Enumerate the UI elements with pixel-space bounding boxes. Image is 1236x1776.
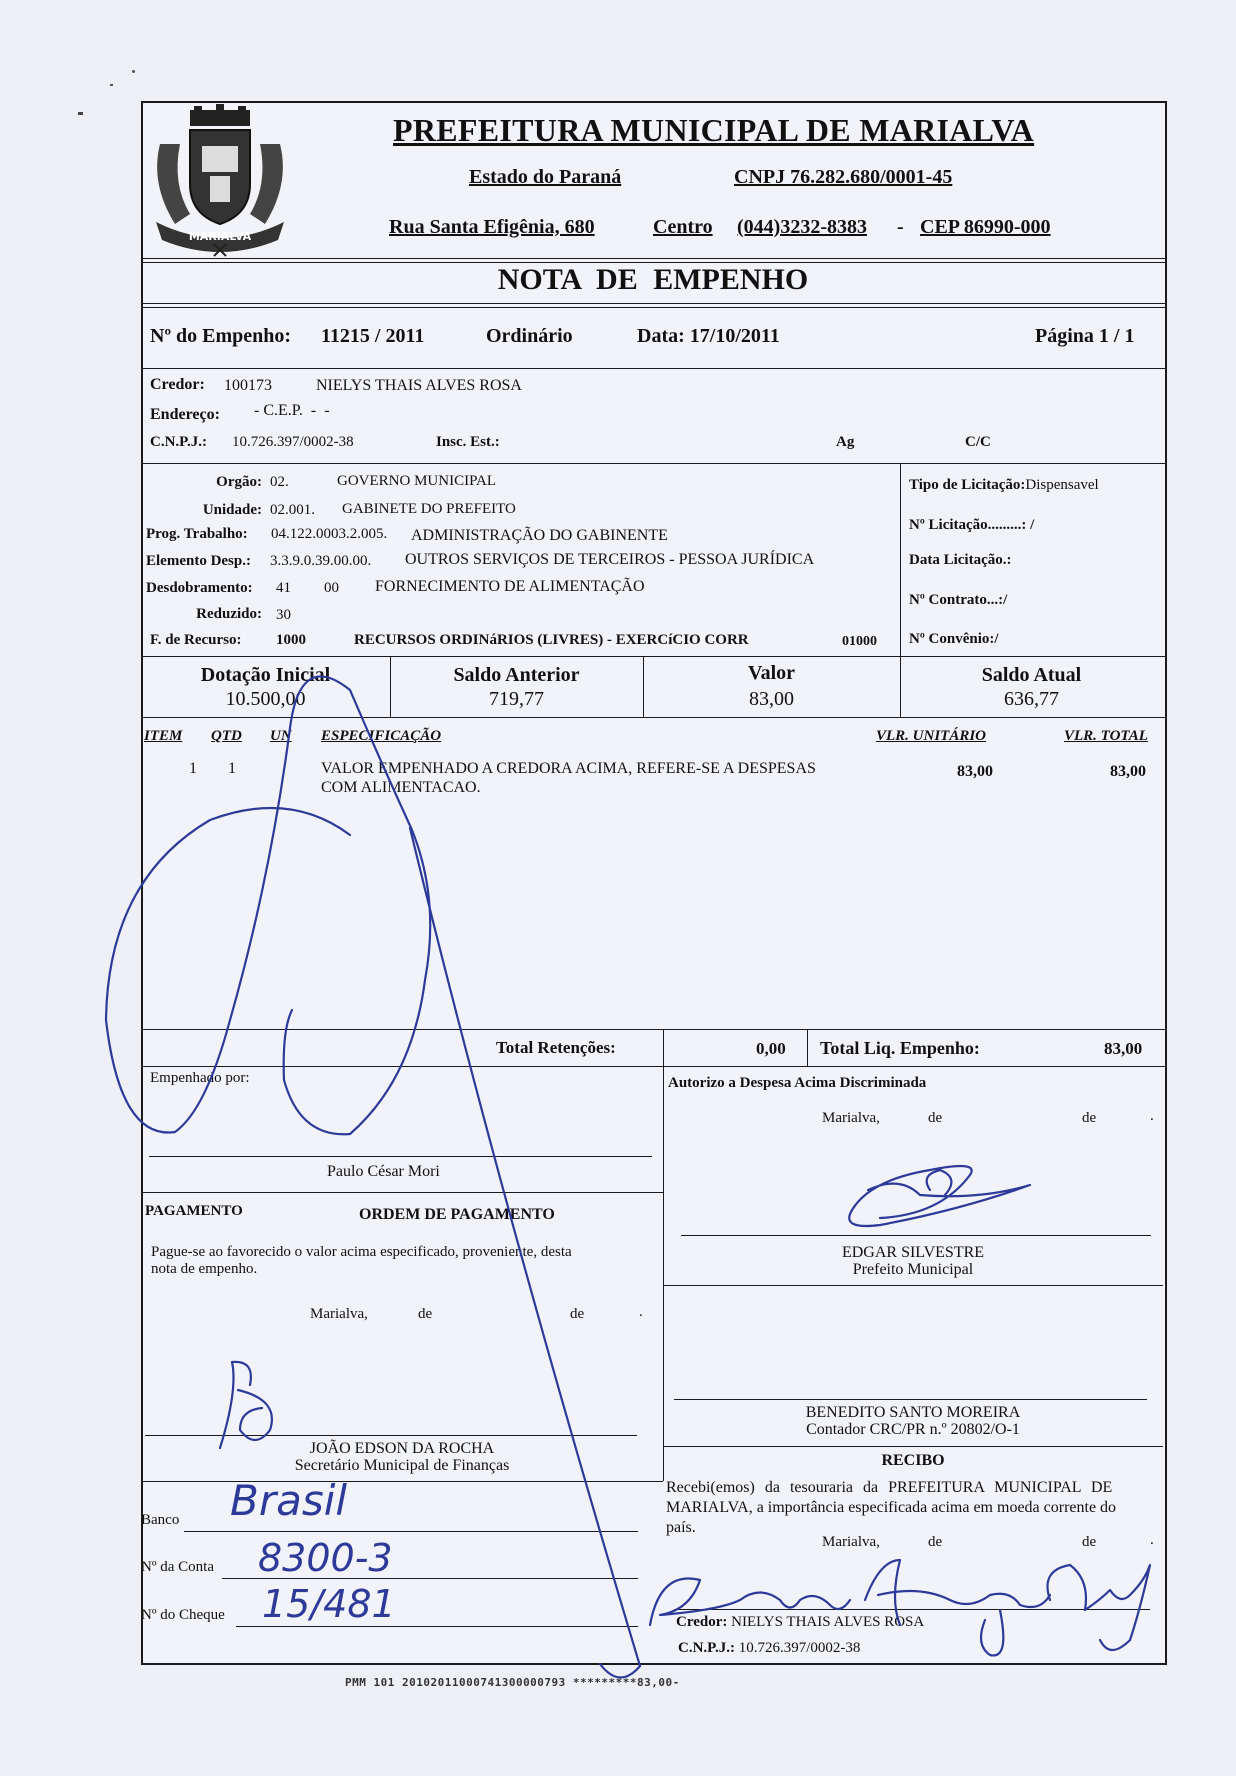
municipal-crest-icon bbox=[150, 104, 290, 258]
empenho-type: Ordinário bbox=[486, 325, 573, 347]
cc-label: C/C bbox=[965, 434, 991, 450]
recibo-cnpj bbox=[678, 1640, 860, 1657]
divider bbox=[141, 258, 1165, 259]
orgao-name: GOVERNO MUNICIPAL bbox=[337, 473, 497, 489]
banco-label: Banco bbox=[141, 1512, 180, 1528]
recurso-number: 01000 bbox=[842, 634, 877, 649]
credor-label: Credor: bbox=[150, 376, 205, 393]
divider bbox=[141, 656, 1165, 657]
desd-sub: 00 bbox=[324, 580, 339, 596]
empenhado-name: Paulo César Mori bbox=[327, 1163, 440, 1180]
recibo-de1: de bbox=[928, 1534, 943, 1550]
divider bbox=[141, 717, 1165, 718]
pagamento-text-cont: nota de empenho. bbox=[151, 1261, 258, 1277]
convenio-number: Nº Convênio:/ bbox=[909, 631, 999, 647]
header-address: Rua Santa Efigênia, 680 bbox=[389, 216, 595, 238]
recibo-credor bbox=[676, 1614, 924, 1631]
signature-line bbox=[145, 1435, 637, 1436]
cnpj-value: 10.726.397/0002-38 bbox=[232, 434, 354, 450]
recibo-dot: . bbox=[1150, 1532, 1154, 1548]
banco-value: Brasil bbox=[230, 1476, 348, 1525]
divider bbox=[900, 463, 901, 656]
footer-code: PMM 101 20102011000741300000793 *********83,00- bbox=[345, 1676, 680, 1689]
credor-name: NIELYS THAIS ALVES ROSA bbox=[316, 377, 522, 394]
divider bbox=[141, 1192, 663, 1193]
item-description: VALOR EMPENHADO A CREDORA ACIMA, REFERE-SE A DESPESAS bbox=[321, 760, 816, 777]
recibo-city: Marialva, bbox=[822, 1534, 880, 1550]
header-separator: - bbox=[897, 216, 904, 238]
unidade-label: Unidade: bbox=[202, 502, 262, 518]
prog-label: Prog. Trabalho: bbox=[146, 526, 248, 542]
retencoes-label: Total Retenções: bbox=[496, 1038, 616, 1057]
divider bbox=[807, 1029, 808, 1066]
document-title: NOTA DE EMPENHO bbox=[497, 263, 809, 296]
licitacao-type bbox=[909, 477, 1099, 494]
prefeito-role: Prefeito Municipal bbox=[852, 1261, 974, 1278]
pagamento-de1: de bbox=[418, 1306, 433, 1322]
pagamento-text: Pague-se ao favorecido o valor acima especificado, proveniente, desta bbox=[151, 1244, 572, 1260]
unidade-name: GABINETE DO PREFEITO bbox=[342, 501, 516, 517]
divider bbox=[141, 1029, 1165, 1030]
saldo-atual-label: Saldo Atual bbox=[981, 664, 1082, 686]
scan-speck bbox=[110, 84, 113, 86]
licitacao-type-label: Tipo de Licitação: bbox=[909, 477, 1026, 493]
ag-label: Ag bbox=[836, 434, 855, 450]
header-phone: (044)3232-8383 bbox=[737, 216, 867, 238]
contract-number: Nº Contrato...:/ bbox=[909, 592, 1008, 608]
desd-code: 41 bbox=[276, 580, 291, 596]
scan-speck bbox=[132, 70, 135, 73]
recibo-text: Recebi(emos) da tesouraria da PREFEITURA MUNICIPAL DE bbox=[666, 1479, 1113, 1496]
desd-name: FORNECIMENTO DE ALIMENTAÇÃO bbox=[375, 578, 645, 595]
licitacao-type-value: Dispensavel bbox=[1025, 477, 1099, 493]
page-number: Página 1 / 1 bbox=[1035, 325, 1135, 347]
header-cep: CEP 86990-000 bbox=[920, 216, 1051, 238]
cheque-value: 15/481 bbox=[262, 1582, 396, 1626]
recurso-code: 1000 bbox=[276, 632, 306, 648]
col-qtd: QTD bbox=[211, 728, 242, 744]
item-qtd: 1 bbox=[228, 760, 236, 777]
secretario-name: JOÃO EDSON DA ROCHA bbox=[309, 1440, 495, 1457]
empenho-number: 11215 / 2011 bbox=[321, 325, 425, 347]
valor-label: Valor bbox=[747, 662, 796, 684]
header-district: Centro bbox=[653, 216, 713, 238]
credor-code: 100173 bbox=[224, 377, 272, 394]
address-value: - C.E.P. - - bbox=[254, 402, 330, 419]
signature-line bbox=[681, 1235, 1151, 1236]
autorizo-label: Autorizo a Despesa Acima Discriminada bbox=[668, 1075, 927, 1091]
item-number: 1 bbox=[189, 760, 197, 777]
licitacao-number: Nº Licitação.........: / bbox=[909, 517, 1035, 533]
pagamento-dot: . bbox=[639, 1304, 643, 1320]
header-state: Estado do Paraná bbox=[469, 166, 622, 188]
divider bbox=[663, 1029, 664, 1066]
saldo-anterior-label: Saldo Anterior bbox=[453, 664, 580, 686]
item-total-value: 83,00 bbox=[1110, 763, 1146, 780]
signature-line bbox=[674, 1609, 1150, 1610]
pagamento-label: PAGAMENTO bbox=[145, 1203, 243, 1219]
divider bbox=[141, 303, 1165, 304]
recibo-de2: de bbox=[1082, 1534, 1097, 1550]
prog-code: 04.122.0003.2.005. bbox=[271, 526, 388, 542]
dotacao-value: 10.500,00 bbox=[225, 688, 306, 710]
orgao-code: 02. bbox=[270, 474, 289, 490]
insc-label: Insc. Est.: bbox=[436, 434, 500, 450]
recibo-cnpj-label: C.N.P.J.: bbox=[678, 1640, 735, 1656]
cnpj-label: C.N.P.J.: bbox=[150, 434, 207, 450]
col-item: ITEM bbox=[144, 728, 183, 744]
autorizo-de2: de bbox=[1082, 1110, 1097, 1126]
desd-label: Desdobramento: bbox=[146, 580, 253, 596]
saldo-atual-value: 636,77 bbox=[1004, 688, 1059, 710]
scan-speck bbox=[78, 112, 83, 115]
licitacao-date: Data Licitação.: bbox=[909, 552, 1012, 568]
address-label: Endereço: bbox=[150, 406, 220, 423]
valor-value: 83,00 bbox=[749, 688, 794, 710]
liquido-label: Total Liq. Empenho: bbox=[820, 1038, 980, 1058]
empenho-label: Nº do Empenho: bbox=[150, 325, 292, 347]
header-cnpj: CNPJ 76.282.680/0001-45 bbox=[734, 166, 953, 188]
signature-line bbox=[149, 1156, 652, 1157]
divider bbox=[141, 307, 1165, 308]
autorizo-de1: de bbox=[928, 1110, 943, 1126]
autorizo-city: Marialva, bbox=[822, 1110, 880, 1126]
cheque-line bbox=[236, 1626, 638, 1627]
dotacao-label: Dotação Inicial bbox=[200, 664, 331, 686]
divider bbox=[141, 1481, 663, 1482]
empenho-date: Data: 17/10/2011 bbox=[637, 325, 780, 347]
retencoes-value: 0,00 bbox=[756, 1039, 786, 1058]
saldo-anterior-value: 719,77 bbox=[489, 688, 544, 710]
recibo-title: RECIBO bbox=[881, 1452, 945, 1469]
signature-line bbox=[674, 1399, 1147, 1400]
divider bbox=[663, 1285, 1163, 1286]
col-espec: ESPECIFICAÇÃO bbox=[321, 728, 442, 744]
elem-name: OUTROS SERVIÇOS DE TERCEIROS - PESSOA JURÍDICA bbox=[405, 551, 815, 568]
recurso-name: RECURSOS ORDINáRIOS (LIVRES) - EXERCíCIO CORR bbox=[354, 632, 749, 648]
col-vlr-total: VLR. TOTAL bbox=[1064, 728, 1148, 744]
recibo-cnpj-value: 10.726.397/0002-38 bbox=[738, 1640, 861, 1656]
recibo-text-end: país. bbox=[666, 1519, 696, 1536]
orgao-label: Orgão: bbox=[216, 474, 262, 490]
divider bbox=[663, 1446, 1163, 1447]
elem-label: Elemento Desp.: bbox=[146, 553, 251, 569]
header-title: PREFEITURA MUNICIPAL DE MARIALVA bbox=[393, 112, 1035, 148]
pagamento-city: Marialva, bbox=[310, 1306, 368, 1322]
reduzido-code: 30 bbox=[276, 607, 291, 623]
ordem-pagamento-label: ORDEM DE PAGAMENTO bbox=[359, 1206, 555, 1223]
divider bbox=[141, 368, 1165, 369]
recurso-label: F. de Recurso: bbox=[150, 632, 242, 648]
banco-line bbox=[184, 1531, 638, 1532]
contador-role: Contador CRC/PR n.º 20802/O-1 bbox=[806, 1421, 1020, 1438]
cheque-label: Nº do Cheque bbox=[141, 1607, 225, 1623]
autorizo-dot: . bbox=[1150, 1108, 1154, 1124]
recibo-credor-name: NIELYS THAIS ALVES ROSA bbox=[731, 1614, 925, 1630]
svg-text:MARIALVA: MARIALVA bbox=[188, 230, 252, 243]
col-un: UN bbox=[270, 728, 292, 744]
pagamento-de2: de bbox=[570, 1306, 585, 1322]
unidade-code: 02.001. bbox=[270, 502, 315, 518]
liquido-value: 83,00 bbox=[1104, 1039, 1143, 1058]
item-unit-value: 83,00 bbox=[957, 763, 993, 780]
conta-label: Nº da Conta bbox=[141, 1559, 214, 1575]
col-vlr-unit: VLR. UNITÁRIO bbox=[876, 728, 987, 744]
contador-name: BENEDITO SANTO MOREIRA bbox=[805, 1404, 1021, 1421]
divider bbox=[141, 463, 1165, 464]
secretario-role: Secretário Municipal de Finanças bbox=[294, 1457, 510, 1474]
item-description-cont: COM ALIMENTACAO. bbox=[321, 779, 481, 796]
reduzido-label: Reduzido: bbox=[196, 606, 262, 622]
conta-value: 8300-3 bbox=[258, 1536, 393, 1580]
divider bbox=[141, 1066, 1165, 1067]
recibo-credor-label: Credor: bbox=[676, 1614, 728, 1630]
recibo-text-cont: MARIALVA, a importância especificada acima em moeda corrente do bbox=[666, 1499, 1117, 1516]
prog-name: ADMINISTRAÇÃO DO GABINENTE bbox=[411, 527, 668, 544]
empenhado-label: Empenhado por: bbox=[150, 1070, 250, 1086]
elem-code: 3.3.9.0.39.00.00. bbox=[270, 553, 372, 569]
prefeito-name: EDGAR SILVESTRE bbox=[841, 1244, 985, 1261]
